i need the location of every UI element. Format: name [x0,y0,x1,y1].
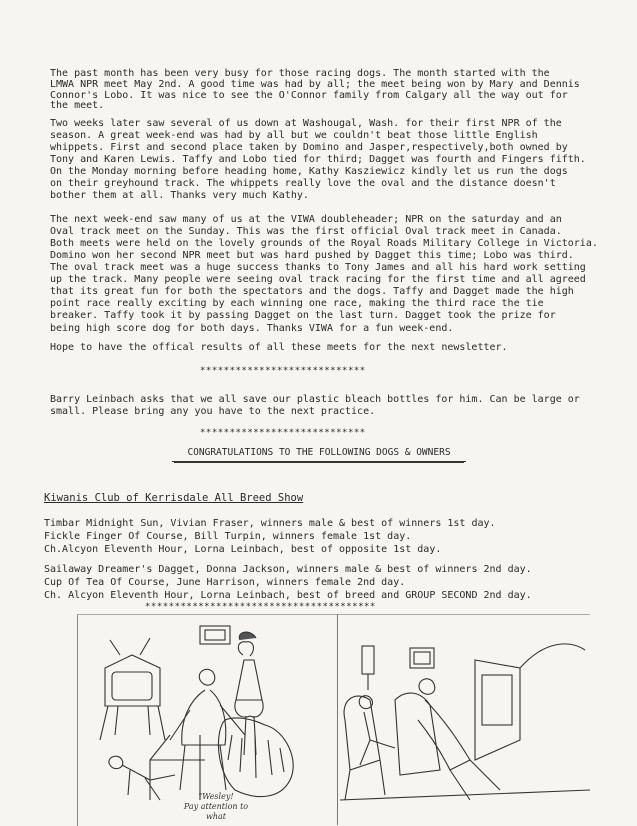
separator-stars: **************************** [200,428,366,438]
report-line: that its great fun for both the spectators and the dogs. Taffy and Dagget made the high [50,286,574,297]
separator-stars: *************************************** [145,602,376,612]
award-line: Sailaway Dreamer's Dagget, Donna Jackson, winners male & best of winners 2nd day. [44,564,532,575]
report-line: The past month has been very busy for those racing dogs. The month started with the [50,68,550,79]
report-line: Domino won her second NPR meet but was hard pushed by Dagget this time; Lobo was third. [50,250,574,261]
right-cartoon-illustration [340,644,590,800]
report-line: On the Monday morning before heading home, Kathy Kasziewicz kindly let us run the dogs [50,166,568,177]
report-line: bother them at all. Thanks very much Kathy. [50,190,309,201]
cartoon-caption [176,792,256,822]
award-line: Ch. Alcyon Eleventh Hour, Lorna Leinbach, best of breed and GROUP SECOND 2nd day. [44,590,532,601]
report-line: season. A great week-end was had by all but we couldn't beat those little English [50,130,538,141]
award-line: Ch.Alcyon Eleventh Hour, Lorna Leinbach, best of opposite 1st day. [44,544,442,555]
show-title: Kiwanis Club of Kerrisdale All Breed Show [44,492,304,504]
report-line: up the track. Many people were seeing oval track racing for the first time and all agreed [50,274,586,285]
congratulations-heading: CONGRATULATIONS TO THE FOLLOWING DOGS & OWNERS [172,447,466,462]
report-line: point race really exciting by each winning one race, making the third race the tie [50,298,544,309]
caption-line: Pay attention to what [183,802,249,821]
report-line: LMWA NPR meet May 2nd. A good time was had by all; the meet being won by Mary and Dennis [50,79,580,90]
report-line: Tony and Karen Lewis. Taffy and Lobo tied for third; Dagget was fourth and Fingers fifth. [50,154,586,165]
report-line: The oval track meet was a huge success thanks to Tony James and all his hard work setting [50,262,586,273]
notice-line: Barry Leinbach asks that we all save our plastic bleach bottles for him. Can be large or [50,394,580,405]
report-line: Connor's Lobo. It was nice to see the O'Connor family from Calgary all the way out for [50,90,568,101]
report-line: on their greyhound track. The whippets really love the oval and the distance doesn't [50,178,556,189]
report-line: being high score dog for both days. Thanks VIWA for a fun week-end. [50,323,454,334]
award-line: Timbar Midnight Sun, Vivian Fraser, winners male & best of winners 1st day. [44,518,496,529]
report-line: breaker. Taffy took it by passing Dagget on the last turn. Dagget took the prize for [50,310,556,321]
award-line: Cup Of Tea Of Course, June Harrison, winners female 2nd day. [44,577,406,588]
separator-stars: **************************** [200,366,366,376]
report-line: Two weeks later saw several of us down at Washougal, Wash. for their first NPR of the [50,118,562,129]
left-cartoon-illustration [100,626,293,800]
caption-line: "Wesley! [198,792,234,801]
report-line: The next week-end saw many of us at the VIWA doubleheader; NPR on the saturday and an [50,214,562,225]
report-line: Oval track meet on the Sunday. This was the first official Oval track meet in Canada. [50,226,562,237]
award-line: Fickle Finger Of Course, Bill Turpin, winners female 1st day. [44,531,412,542]
notice-line: small. Please bring any you have to the next practice. [50,406,376,417]
report-line: Both meets were held on the lovely grounds of the Royal Roads Military College in Victoria. [50,238,598,249]
report-line: whippets. First and second place taken by Domino and Jasper,respectively,both owned by [50,142,568,153]
report-line: the meet. [50,100,105,111]
report-line: Hope to have the offical results of all these meets for the next newsletter. [50,342,508,353]
